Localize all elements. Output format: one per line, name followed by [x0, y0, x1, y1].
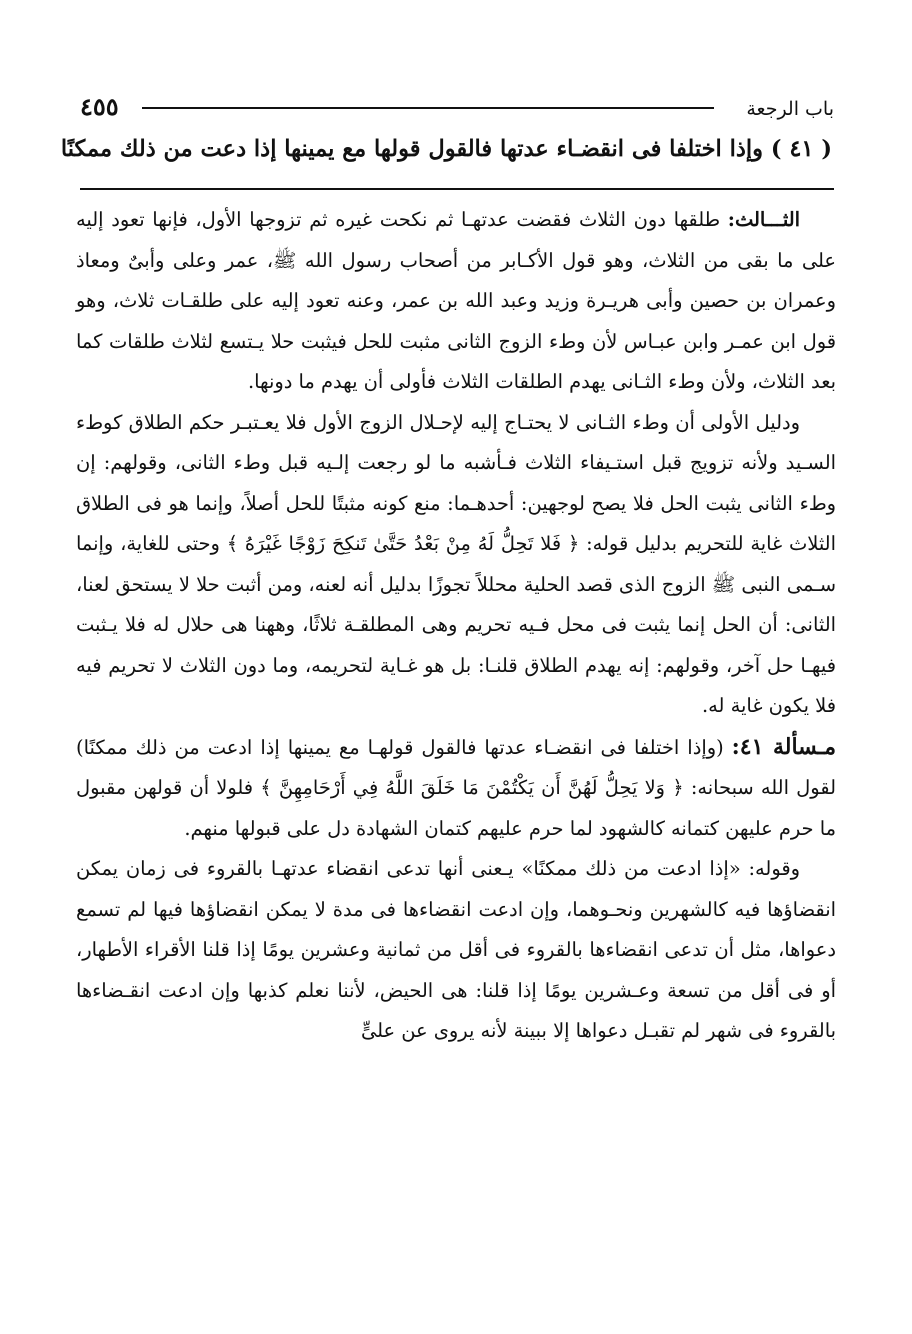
quran-verse: ﴿ وَلا يَحِلُّ لَهُنَّ أَن يَكْتُمْنَ مَا خَلَقَ اللَّهُ فِي أَرْحَامِهِنَّ ﴾	[260, 776, 684, 799]
paragraph-issue-41	[76, 727, 836, 850]
header-rule	[142, 107, 714, 109]
running-header	[80, 92, 834, 126]
commentary-body	[76, 200, 836, 1052]
paragraph-explanation	[76, 849, 836, 1052]
paragraph-text: وحتى للغاية، وإنما سـمى النبى ﷺ الزوج الذى قصد الحلية محللاً تجوزًا بدليل أنه لعنه، ومن أثبت حلا لا يستحق لعنا، الثانى: أن الحل إنما يثبت فى محل فـيه تحريم وهى المطلقـة ثلاثًا، وههنا هى حلال له فلا يـثبت فيهـا حل آخر، وقولهم: إنه يهدم الطلاق قلنـا: بل هو غـاية لتحريمه، وما دون الثلاث لا تحريم فيه فلا يكون غاية له.	[76, 532, 836, 717]
paragraph-text: (وإذا اختلفا فى انقضـاء عدتها فالقول قولهـا مع يمينها إذا ادعت من ذلك ممكنًا) لقول الله سبحانه:	[76, 735, 837, 799]
paragraph-text: ودليل الأولى أن وطء الثـانى لا يحتـاج إليه لإحـلال الزوج الأول فلا يعـتبـر حكم الطلاق كوطء السـيد ولأنه تزويج قبل استـيفاء الثلاث فـأشبه ما لو رجعت إلـيه قبل وطء الثانى، وقولهم: إن وطء الثانى يثبت الحل فلا يصح لوجهين: أحدهـما: منع كونه مثبتًا للحل أصلاً، وإنما هو فى الطلاق الثلاث غاية للتحريم بدليل قوله:	[76, 410, 836, 555]
issue-heading: ( ٤١ ) وإذا اختلفا فى انقضـاء عدتها فالقول قولها مع يمينها إذا دعت من ذلك ممكنًا	[60, 136, 832, 162]
issue-label: مـسألة ٤١:	[731, 733, 836, 760]
quran-verse: ﴿ فَلا تَحِلُّ لَهُ مِنْ بَعْدُ حَتَّىٰ تَنكِحَ زَوْجًا غَيْرَهُ ﴾	[226, 532, 580, 555]
paragraph-text: طلقها دون الثلاث فقضت عدتهـا ثم نكحت غيره ثم تزوجها الأول، فإنها تعود إليه على ما بقى من الثلاث، وهو قول الأكـابر من أصحاب رسول الله ﷺ، عمر وعلى وأبىٌ ومعاذ وعمران بن حصين وأبى هريـرة وزيد وعبد الله بن عمر، وعنه تعود إليه على طلقـات ثلاث، وهو قول ابن عمـر وابن عبـاس لأن وطء الزوج الثانى مثبت للحل فيثبت حلا يـتسع لثلاث طلقات كما بعد الثلاث، ولأن وطء الثـانى يهدم الطلقات الثلاث فأولى أن يهدم ما دونها.	[76, 208, 836, 393]
paragraph-evidence	[76, 403, 836, 727]
paragraph-lead: الثـــالث:	[727, 208, 800, 231]
paragraph-text: وقوله: «إذا ادعت من ذلك ممكنًا» يـعنى أنها تدعى انقضاء عدتهـا بالقروء فى زمان يمكن انقضاؤها فيه كالشهرين ونحـوهما، وإن ادعت انقضاءها فى مدة لا يمكن انقضاؤها فيها لم تسمع دعواها، مثل أن تدعى انقضاءها بالقروء فى أقل من ثمانية وعشرين يومًا إذا قلنا الأقراء الأطهار، أو فى أقل من تسعة وعـشرين يومًا إذا قلنا: هى الحيض، لأننا نعلم كذبها وإن ادعت انقـضاءها بالقروء فى شهر لم تقبـل دعواها إلا ببينة لأنه يروى عن علىٍّ	[76, 857, 836, 1042]
paragraph-third-opinion	[76, 200, 836, 403]
page-number: ٤٥٥	[80, 92, 119, 121]
paragraph-text: فلولا أن قولهن مقبول ما حرم عليهن كتمانه كالشهود لما حرم عليهم كتمان الشهادة دل على قبولها منهم.	[76, 776, 836, 840]
heading-rule	[80, 188, 834, 190]
chapter-title: باب الرجعة	[746, 98, 834, 120]
